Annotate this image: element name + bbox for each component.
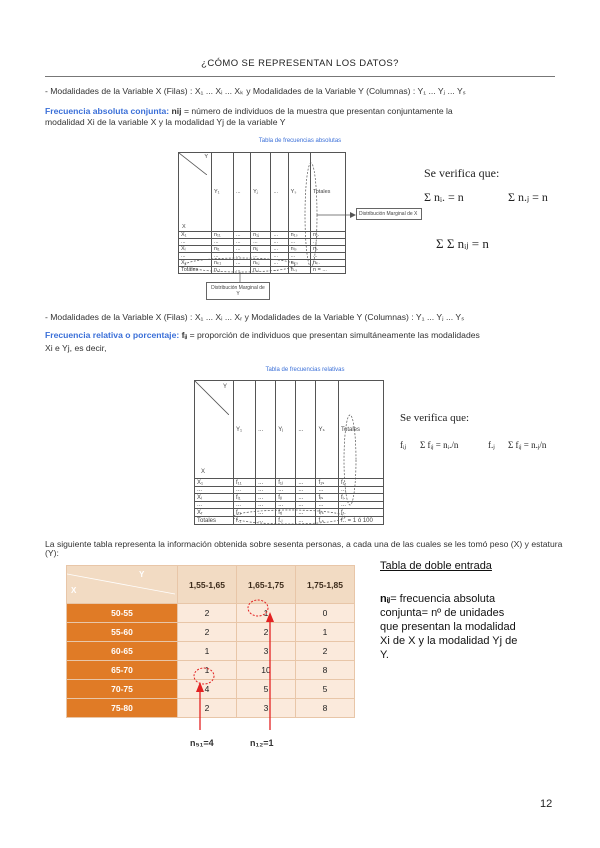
- table-caption-relative: Tabla de frecuencias relativas: [265, 367, 345, 373]
- annotation-n12: n₁₂=1: [250, 738, 274, 748]
- table-row: Totales n.₁ ... n.ⱼ ... n.ₛ n = ...: [179, 267, 346, 274]
- table-row: Xₖ nₖ₁ ... nₖⱼ ... nₖₛ nₖ.: [179, 260, 346, 267]
- definition-symbol: nij: [171, 106, 182, 116]
- formula-col-relative: Σ fᵢⱼ = n.ⱼ/n: [508, 440, 547, 450]
- verify-label-1: Se verifica que:: [424, 166, 500, 180]
- formula-double-sum: Σ Σ nᵢⱼ = n: [436, 236, 489, 251]
- table-row: ... ... ... ... ... ... ...: [195, 502, 384, 509]
- table-row: Xᵣ fᵣ₁ ... fᵣⱼ ... fᵣₛ fᵣ.: [195, 509, 384, 517]
- modalities-line-2: - Modalidades de la Variable X (Filas) : X₁ ... Xᵢ ... Xᵣ y Modalidades de la Variable Y (Columnas) : Y₁ ... Yⱼ ... Yₛ: [45, 312, 465, 322]
- highlight-arrows: [180, 590, 300, 740]
- table-row: 50-55 2 1 0: [67, 604, 355, 623]
- table-caption-absolute: Tabla de frecuencias absolutas: [258, 138, 342, 144]
- side-title: Tabla de doble entrada: [380, 560, 492, 572]
- col-header: 1,75-1,85: [296, 566, 355, 604]
- definition-absolute: [45, 106, 453, 116]
- formula-row-relative: Σ fᵢⱼ = nᵢ./n: [420, 440, 459, 450]
- table-row: ... ... ... ... ... ... ...: [195, 487, 384, 494]
- table-row: X₁ n₁₁ ... n₁ⱼ ... n₁ₛ n₁.: [179, 232, 346, 239]
- relative-annotations: [194, 380, 394, 530]
- marginal-y-note: Distribución Marginal de Y: [206, 282, 270, 300]
- table-row: 55-60 2 2 1: [67, 623, 355, 642]
- table-row: ... ... ... ... ... ... ...: [179, 253, 346, 260]
- table-row: ... ... ... ... ... ... ...: [179, 239, 346, 246]
- col-header: 1,65-1,75: [237, 566, 296, 604]
- title-divider: [45, 76, 555, 77]
- definition-relative-continued: Xi e Yj, es decir,: [45, 343, 107, 353]
- table-row: 70-75 4 5 5: [67, 680, 355, 699]
- formula-row-sum: Σ nᵢ. = n: [424, 190, 464, 204]
- table-row: 65-70 1 10 8: [67, 661, 355, 680]
- side-symbol: nᵢⱼ: [380, 593, 391, 605]
- page-title: ¿CÓMO SE REPRESENTAN LOS DATOS?: [201, 58, 399, 69]
- marginal-x-note: Distribución Marginal de X: [356, 208, 422, 220]
- definition-text: = número de individuos de la muestra que presentan conjuntamente la: [181, 106, 453, 116]
- definition-term: Frecuencia absoluta conjunta:: [45, 106, 170, 116]
- modalities-line-1: - Modalidades de la Variable X (Filas) : X₁ ... Xᵢ ... Xₖ y Modalidades de la Variable Y (Columnas) : Y₁ ... Yⱼ ... Yₛ: [45, 86, 466, 96]
- formula-col-sum: Σ n.ⱼ = n: [508, 190, 548, 204]
- definition-relative: Frecuencia relativa o porcentaje: fᵢⱼ = proporción de individuos que presentan simultáneamente las modalidades: [45, 330, 480, 340]
- table-row: Xᵢ nᵢ₁ ... nᵢⱼ ... nᵢₛ nᵢ.: [179, 246, 346, 253]
- table-row: 60-65 1 3 2: [67, 642, 355, 661]
- table-row: 75-80 2 3 8: [67, 699, 355, 718]
- weight-height-intro: La siguiente tabla representa la información obtenida sobre sesenta personas, a cada una de las cuales se les tomó peso (X) y estatura (Y):: [45, 539, 563, 558]
- formula-fij: fᵢⱼ: [400, 440, 407, 450]
- annotation-n51: n₅₁=4: [190, 738, 214, 748]
- page-number: 12: [540, 798, 553, 810]
- table-row: X₁ f₁₁ ... f₁ⱼ ... f₁ₛ f₁.: [195, 479, 384, 487]
- table-corner-weight: Y X: [67, 566, 178, 604]
- col-header: 1,55-1,65: [178, 566, 237, 604]
- absolute-frequency-table: Y X Y₁ ... Yⱼ ... Yₛ Totales X₁ n₁₁ ... n₁ⱼ ... n₁ₛ n₁. ... ... ... ... ... ... ... Xᵢ nᵢ₁ ... nᵢⱼ ... nᵢₛ nᵢ. ... ... ... ... ... ... ... Xₖ nₖ₁ ... nₖⱼ ... nₖₛ nₖ. Totales n.₁ ... n.ⱼ ... n.ₛ n = ...: [178, 152, 346, 274]
- definition-text-continued: modalidad Xi de la variable X y la modalidad Yj de la variable Y: [45, 117, 286, 127]
- formula-fj: f.ⱼ: [488, 440, 495, 450]
- table-row: Xᵢ fᵢ₁ ... fᵢⱼ ... fᵢₛ fᵢ.: [195, 494, 384, 502]
- definition-term-relative: Frecuencia relativa o porcentaje:: [45, 330, 180, 340]
- definition-symbol-relative: fᵢⱼ: [181, 330, 188, 340]
- table-corner: Y X: [179, 153, 212, 232]
- verify-label-2: Se verifica que:: [400, 412, 470, 424]
- table-corner-relative: Y X: [195, 381, 234, 479]
- relative-frequency-table: Y X Y₁ ... Yⱼ ... Yₛ Totales X₁ f₁₁ ... f₁ⱼ ... f₁ₛ f₁. ... ... ... ... ... ... ... Xᵢ fᵢ₁ ... fᵢⱼ ... fᵢₛ fᵢ. ... ... ... ... ... ... ... Xᵣ fᵣ₁ ... fᵣⱼ ... fᵣₛ fᵣ. Totales f.₁ ... f.ⱼ ... f.ₛ f.. = 1 ó 100: [194, 380, 384, 525]
- table-row: Totales f.₁ ... f.ⱼ ... f.ₛ f.. = 1 ó 100: [195, 517, 384, 525]
- side-definition: nᵢⱼ= frecuencia absoluta conjunta= nº de unidades que presentan la modalidad Xi de X y la modalidad Yj de Y.: [380, 593, 518, 661]
